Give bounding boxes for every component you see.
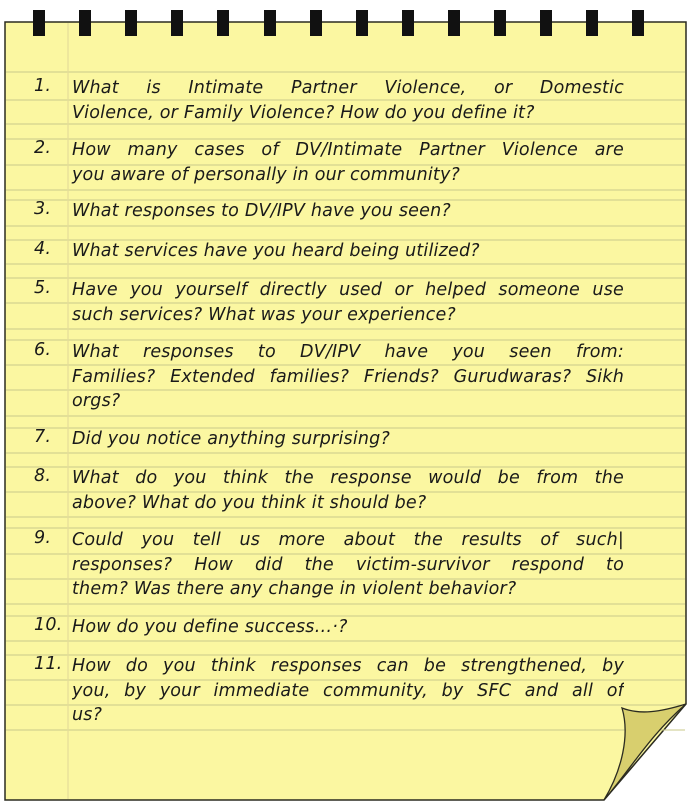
question-number: 11. (34, 654, 63, 674)
question-line: What do you think the response would be from the (72, 468, 624, 488)
question-number: 1. (34, 76, 52, 96)
question-number: 9. (34, 528, 52, 548)
question-line: Violence, or Family Violence? How do you define it? (72, 102, 535, 123)
question-line: Families? Extended families? Friends? Gurudwaras? Sikh (72, 366, 624, 387)
question-number: 10. (34, 615, 63, 635)
question-line: Have you yourself directly used or helped someone use (72, 280, 624, 300)
question-item (34, 199, 624, 224)
question-item (34, 76, 624, 125)
question-text (72, 466, 624, 515)
question-line: How do you think responses can be strengthened, by (72, 656, 624, 676)
question-text (72, 278, 624, 327)
question-item (34, 340, 624, 414)
question-line: Could you tell us more about the results of such| (72, 530, 624, 550)
question-number: 3. (34, 199, 52, 219)
question-line: us? (72, 705, 103, 725)
question-line: How do you define success…·? (72, 617, 348, 637)
question-text (72, 138, 624, 187)
question-line: above? What do you think it should be? (72, 492, 427, 513)
question-line: responses? How did the victim-survivor respond to (72, 554, 624, 575)
question-line: orgs? (72, 391, 121, 411)
question-line: you, by your immediate community, by SFC and all of (72, 680, 624, 701)
question-item (34, 427, 624, 452)
question-number: 2. (34, 138, 52, 158)
question-number: 8. (34, 466, 52, 486)
question-text (72, 76, 624, 125)
question-text (72, 199, 624, 224)
question-item (34, 528, 624, 602)
question-item (34, 615, 624, 640)
question-line: them? Was there any change in violent behavior? (72, 579, 517, 599)
question-number: 5. (34, 278, 52, 298)
question-line: such services? What was your experience? (72, 304, 456, 325)
question-line: What responses to DV/IPV have you seen? (72, 201, 451, 221)
question-line: you aware of personally in our community? (72, 164, 461, 185)
question-text (72, 427, 624, 452)
question-text (72, 615, 624, 640)
question-item (34, 138, 624, 187)
question-line: Did you notice anything surprising? (72, 429, 390, 449)
question-text (72, 340, 624, 414)
question-line: How many cases of DV/Intimate Partner Violence are (72, 140, 624, 160)
question-text (72, 528, 624, 602)
question-text (72, 654, 624, 728)
question-number: 4. (34, 239, 52, 259)
question-line: What responses to DV/IPV have you seen from: (72, 342, 624, 362)
question-item (34, 239, 624, 264)
question-number: 6. (34, 340, 52, 360)
question-text (72, 239, 624, 264)
question-number: 7. (34, 427, 52, 447)
question-line: What services have you heard being utilized? (72, 241, 480, 261)
question-item (34, 654, 624, 728)
question-line: What is Intimate Partner Violence, or Domestic (72, 78, 624, 98)
question-item (34, 278, 624, 327)
question-item (34, 466, 624, 515)
